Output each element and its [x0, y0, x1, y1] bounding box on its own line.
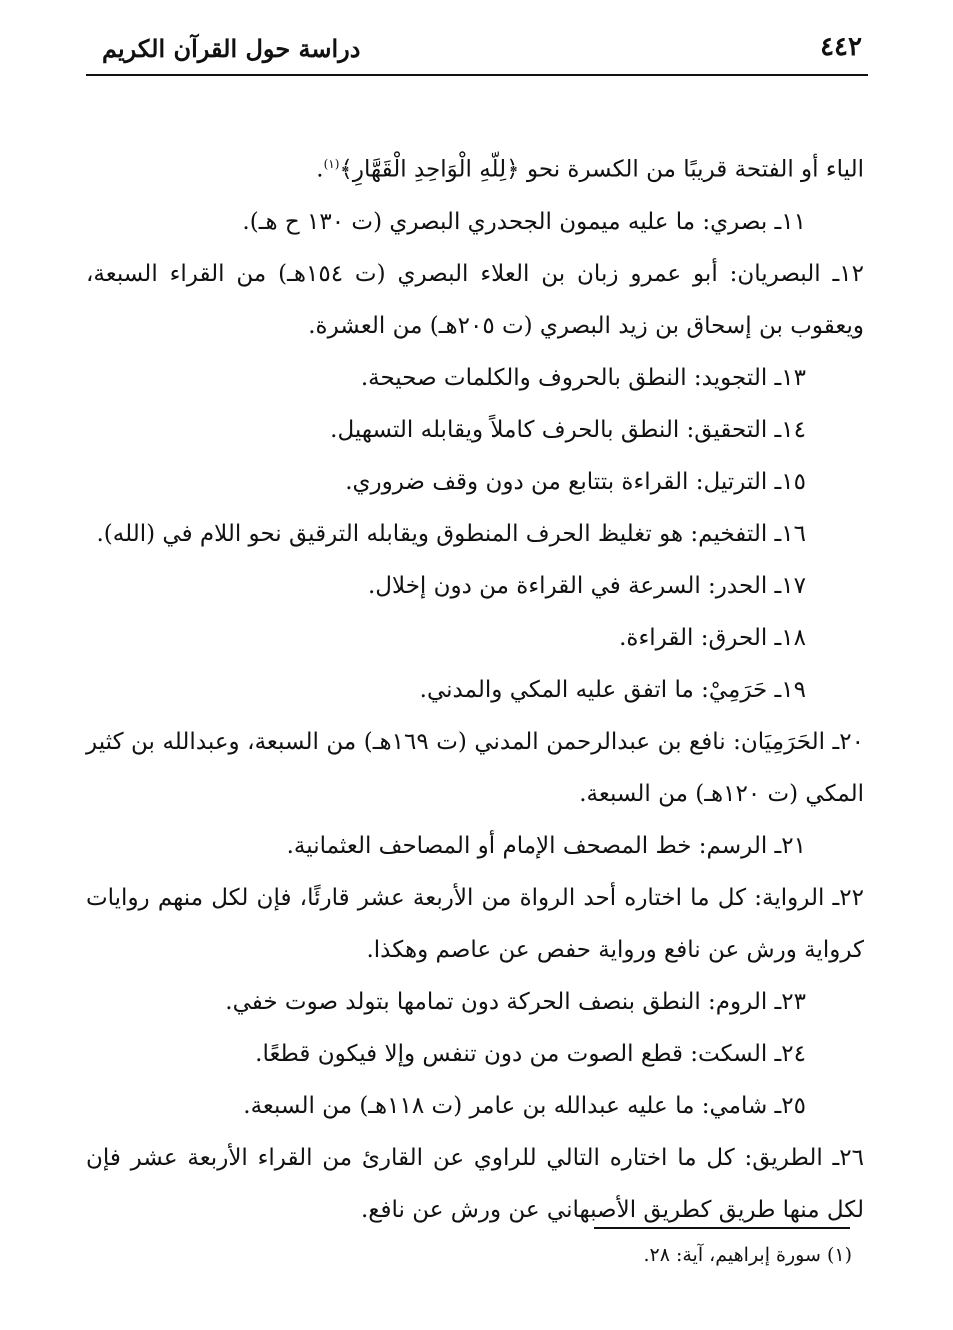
glossary-entry: ٢٤ـ السكت: قطع الصوت من دون تنفس وإلا فيكون قطعًا. — [255, 1040, 806, 1067]
footnote-marker: (١) — [323, 157, 340, 171]
glossary-entry: ١٢ـ البصريان: أبو عمرو زبان بن العلاء البصري (ت ١٥٤هـ) من القراء السبعة، ويعقوب بن إسحاق بن زيد البصري (ت ٢٠٥هـ) من العشرة. — [86, 260, 864, 339]
glossary-entry: ١٧ـ الحدر: السرعة في القراءة من دون إخلال. — [367, 572, 806, 599]
glossary-body — [86, 138, 864, 1236]
page-number: ٤٤٢ — [820, 32, 862, 62]
paragraph-tail: . — [316, 156, 324, 183]
glossary-entry: ١٨ـ الحرق: القراءة. — [619, 624, 806, 651]
paragraph-text: الياء أو الفتحة قريبًا من الكسرة نحو ﴿لِلّهِ الْوَاحِدِ الْقَهَّارِ﴾ — [339, 156, 864, 183]
glossary-entry: ٢٢ـ الرواية: كل ما اختاره أحد الرواة من الأربعة عشر قارئًا، فإن لكل منهم روايات كرواية ورش عن نافع ورواية حفص عن عاصم وهكذا. — [86, 884, 864, 963]
glossary-entry: ١٥ـ الترتيل: القراءة بتتابع من دون وقف ضروري. — [345, 468, 806, 495]
glossary-entry: ١١ـ بصري: ما عليه ميمون الجحدري البصري (ت ١٣٠ ح هـ). — [242, 208, 806, 235]
glossary-entry: ٢١ـ الرسم: خط المصحف الإمام أو المصاحف العثمانية. — [286, 832, 806, 859]
glossary-paragraph — [86, 138, 864, 196]
running-title: دراسة حول القرآن الكريم — [102, 34, 361, 63]
footnote-divider — [594, 1227, 850, 1229]
glossary-entry: ٢٥ـ شامي: ما عليه عبدالله بن عامر (ت ١١٨هـ) من السبعة. — [243, 1092, 806, 1119]
glossary-entry: ٢٠ـ الحَرَمِيَان: نافع بن عبدالرحمن المدني (ت ١٦٩هـ) من السبعة، وعبدالله بن كثير المكي (ت ١٢٠هـ) من السبعة. — [86, 728, 864, 807]
glossary-entry: ١٦ـ التفخيم: هو تغليظ الحرف المنطوق ويقابله الترقيق نحو اللام في (الله). — [96, 520, 806, 547]
glossary-entry: ١٤ـ التحقيق: النطق بالحرف كاملاً ويقابله التسهيل. — [330, 416, 806, 443]
glossary-entry: ٢٣ـ الروم: النطق بنصف الحركة دون تمامها بتولد صوت خفي. — [225, 988, 806, 1015]
footnote: (١) سورة إبراهيم، آية: ٢٨. — [643, 1244, 852, 1266]
glossary-entry: ٢٦ـ الطريق: كل ما اختاره التالي للراوي عن القارئ من القراء الأربعة عشر فإن لكل منها طريق كطريق الأصبهاني عن ورش عن نافع. — [86, 1144, 864, 1223]
page-header — [86, 28, 868, 76]
glossary-entry: ١٣ـ التجويد: النطق بالحروف والكلمات صحيحة. — [360, 364, 806, 391]
glossary-entry: ١٩ـ حَرَمِيْ: ما اتفق عليه المكي والمدني. — [419, 676, 806, 703]
